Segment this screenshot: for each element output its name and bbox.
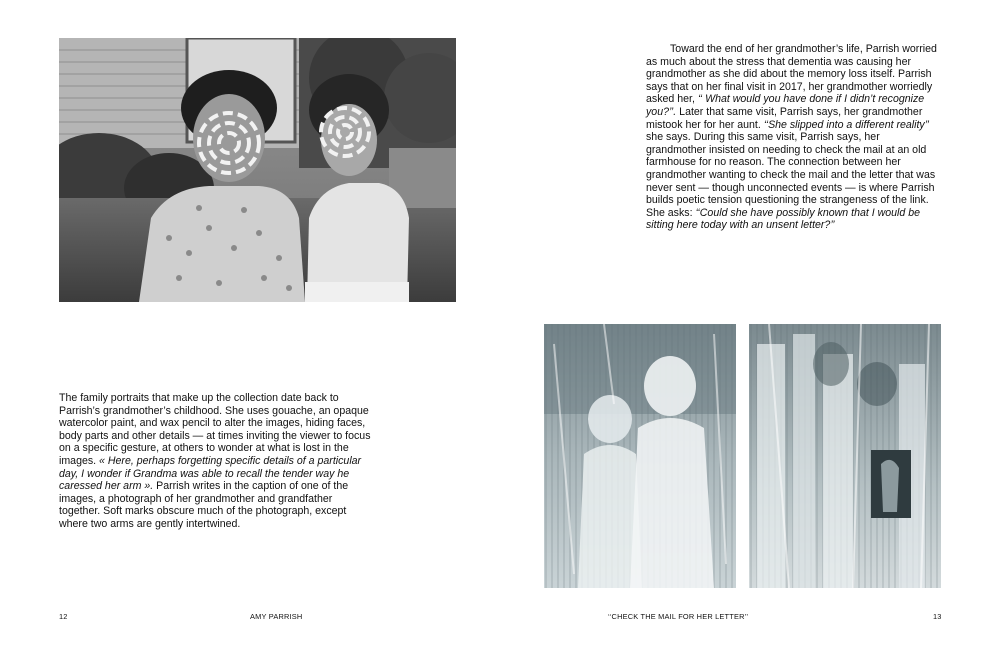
right-quote-3: ‘‘Could she have possibly known that I would be sitting here today with an unsent letter?’’ [646,206,921,232]
vintage-family-photo [59,38,456,302]
left-page-number: 12 [59,612,68,621]
left-running-head: AMY PARRISH [250,612,303,621]
right-text-part-3: she says. During this same visit, Parrish says, her grandmother insisted on needing to check the mail at an old farmhouse for no reason. The connection between her grandmother wanting to check the mail and the letter that was never sent — though unconnected events — is where Parrish builds poetic tension questioning the strangeness of the link. She asks: [646,131,936,219]
right-quote-2: ‘‘She slipped into a different reality’’ [763,118,930,131]
left-text-part-1: The family portraits that make up the collection date back to Parrish’s grandmother’s childhood. She uses gouache, an opaque watercolor paint, and wax pencil to alter the images, hiding faces, body parts and other details — at times inviting the viewer to focus on a specific gesture, at others to wonder at what is lost in the images. [59,392,371,467]
left-quote: « Here, perhaps forgetting specific details of a particular day, I wonder if Grandma was able to recall the tender way he caressed her arm ». [59,454,362,493]
right-quote-1: ‘‘ What would you have done if I didn’t recognize you?’’. [646,93,925,118]
right-text-part-2: Later that same visit, Parrish says, her grandmother mistook her for her aunt. [646,105,923,131]
right-body-paragraph [646,43,942,232]
right-page-number: 13 [933,612,942,621]
right-text-part-1: Toward the end of her grandmother’s life, Parrish worried as much about the stress that dementia was causing her grandmother as she did about the memory loss itself. Parrish says that on her final visit in 2017, her grandmother worriedly asked her, [646,43,937,106]
painted-photo-two-girls [544,324,736,588]
right-page [500,0,1000,647]
left-body-paragraph [59,392,371,531]
painted-photo-doorway [749,324,941,588]
left-text-part-2: Parrish writes in the caption of one of the images, a photograph of her grandmother and grandfather together. Soft marks obscure much of the photograph, except where two arms are gently intertwined. [59,480,349,530]
right-running-head: ‘‘CHECK THE MAIL FOR HER LETTER’’ [608,612,749,621]
